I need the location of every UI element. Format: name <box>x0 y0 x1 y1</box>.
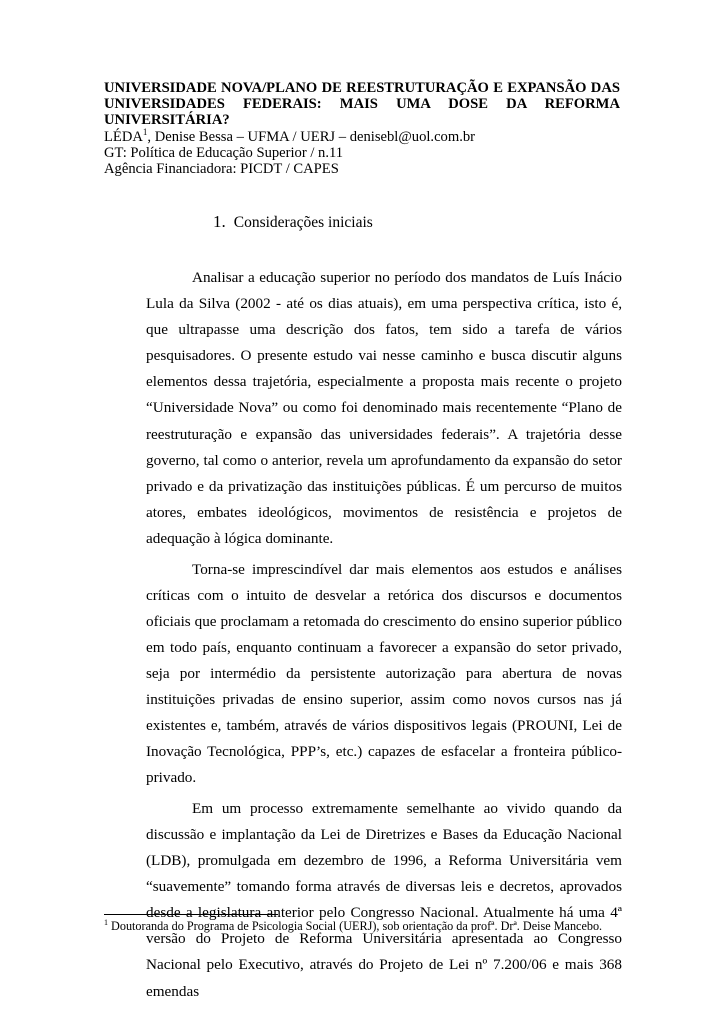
section-heading <box>213 213 373 232</box>
title-line: UNIVERSIDADES FEDERAIS: MAIS UMA DOSE DA REFORMA <box>104 96 620 113</box>
paragraph: Torna-se imprescindível dar mais elementos aos estudos e análises críticas com o intuito de desvelar a retórica dos discursos e documentos oficiais que proclamam a retomada do crescimento do ensino superior público em todo país, enquanto continuam a favorecer a expansão do setor privado, seja por intermédio da persistente autorização para abertura de novas instituições privadas de ensino superior, assim como novos cursos nas já existentes e, também, através de vários dispositivos legais (PROUNI, Lei de Inovação Tecnológica, PPP’s, etc.) capazes de esfacelar a fronteira público-privado. <box>146 560 622 787</box>
funding-agency-line: Agência Financiadora: PICDT / CAPES <box>104 161 339 178</box>
footnote-text: Doutoranda do Programa de Psicologia Social (UERJ), sob orientação da profª. Drª. Deise Mancebo. <box>108 919 603 933</box>
author-affiliation: , Denise Bessa – UFMA / UERJ – denisebl@uol.com.br <box>147 128 476 145</box>
paragraph: Analisar a educação superior no período dos mandatos de Luís Inácio Lula da Silva (2002 - até os dias atuais), em uma perspectiva crítica, isto é, que ultrapasse uma descrição dos fatos, tem sido a tarefa de vários pesquisadores. O presente estudo vai nesse caminho e busca discutir alguns elementos dessa trajetória, especialmente a proposta mais recente o projeto “Universidade Nova” ou como foi denominado mais recentemente “Plano de reestruturação e expansão das universidades federais”. A trajetória desse governo, tal como o anterior, revela um aprofundamento da expansão do setor privado e da privatização das instituições públicas. É um percurso de muitos atores, embates ideológicos, movimentos de resistência e projetos de adequação à lógica dominante. <box>146 269 622 547</box>
body-text <box>146 265 622 1005</box>
title-line: UNIVERSITÁRIA? <box>104 112 230 129</box>
document-header <box>104 80 620 177</box>
working-group-line: GT: Política de Educação Superior / n.11 <box>104 144 344 161</box>
author-line <box>104 126 620 145</box>
footnote <box>104 919 664 934</box>
author-name: LÉDA <box>104 128 143 145</box>
footnote-reference: 1 <box>142 126 148 137</box>
document-title <box>104 80 620 129</box>
section-number: 1. <box>213 212 226 231</box>
section-title: Considerações iniciais <box>233 214 373 231</box>
paragraph: Em um processo extremamente semelhante ao vivido quando da discussão e implantação da Lei de Diretrizes e Bases da Educação Nacional (LDB), promulgada em dezembro de 1996, a Reforma Universitária vem “suavemente” tomando forma através de diversas leis e decretos, aprovados desde a legislatura anterior pelo Congresso Nacional. Atualmente há uma 4ª versão do Projeto de Reforma Universitária apresentada ao Congresso Nacional pelo Executivo, através do Projeto de Lei nº 7.200/06 e mais 368 emendas <box>146 799 622 1000</box>
footnote-number: 1 <box>104 917 108 927</box>
footnote-separator <box>104 914 278 915</box>
title-line: UNIVERSIDADE NOVA/PLANO DE REESTRUTURAÇÃO E EXPANSÃO DAS <box>104 80 620 96</box>
